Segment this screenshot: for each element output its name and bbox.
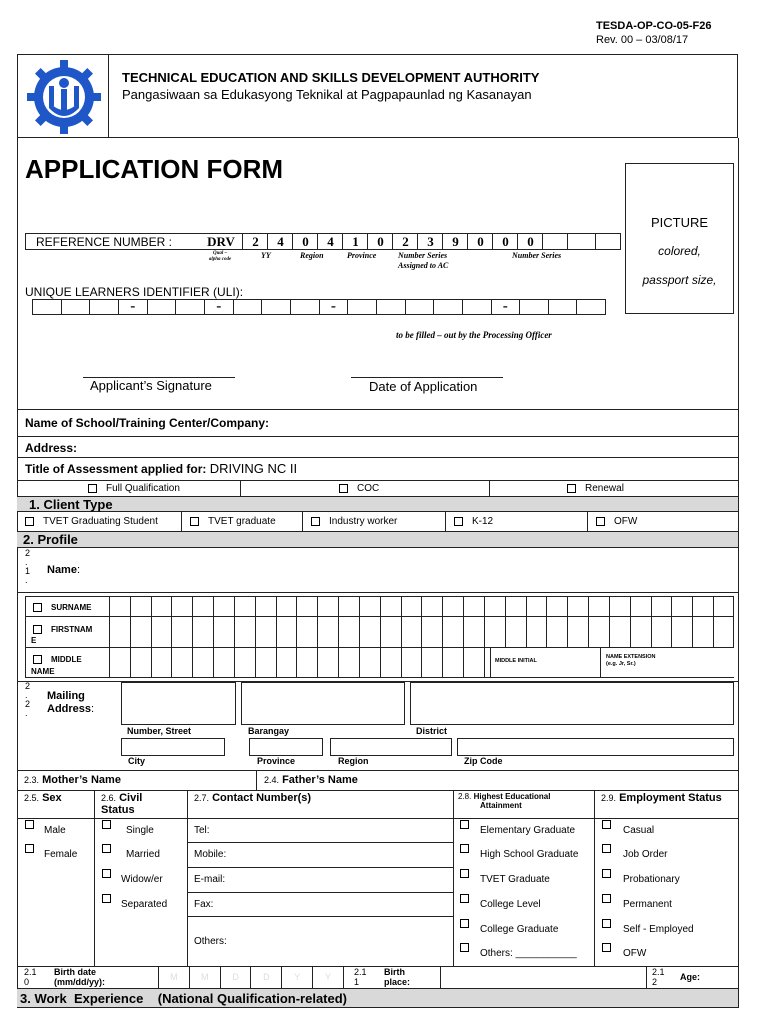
ref-sub-qual-1: Qual – (212, 251, 228, 256)
birth-place-label (384, 967, 410, 987)
region-field[interactable] (330, 738, 452, 756)
reference-label: REFERENCE NUMBER : (36, 235, 173, 249)
sex-header (24, 792, 62, 804)
checkbox-icon (596, 517, 605, 526)
checkbox-icon (102, 844, 111, 853)
checkbox-icon (602, 869, 611, 878)
civil-text-1: Civil (119, 792, 143, 804)
ref-cell[interactable]: 3 (417, 234, 443, 250)
profile-header (17, 531, 738, 548)
middle-initial-cell[interactable] (490, 648, 600, 677)
num-2-12 (652, 967, 665, 987)
ref-cell-qual[interactable]: DRV (207, 234, 235, 249)
revision: Rev. 00 – 03/08/17 (596, 34, 689, 46)
edu-others[interactable] (460, 942, 577, 959)
district-field[interactable] (410, 682, 734, 725)
firstname-label (33, 625, 92, 634)
mobile-field[interactable]: Mobile: (194, 849, 227, 860)
contact-header (194, 792, 311, 804)
client-ofw[interactable] (596, 516, 637, 527)
birth-place-field[interactable] (441, 967, 646, 987)
option-label: College Graduate (480, 924, 559, 935)
middle-initial-label: MIDDLE INITIAL (495, 658, 537, 664)
province-label: Province (257, 756, 296, 766)
checkbox-icon (25, 820, 34, 829)
mother-num: 2.3. (24, 775, 40, 785)
ref-sub-qual (204, 251, 236, 263)
checkbox-icon (602, 943, 611, 952)
option-label: TVET Graduate (480, 874, 550, 885)
ref-cell[interactable]: 0 (492, 234, 518, 250)
birth-date-label (54, 967, 105, 987)
option-full-qualification[interactable] (88, 483, 180, 494)
option-label: Elementary Graduate (480, 825, 576, 836)
education-text-2: Attainment (480, 801, 522, 810)
checkbox-icon (460, 844, 469, 853)
work-experience-header (17, 988, 738, 1008)
checkbox-icon (102, 820, 111, 829)
assessment-label: Title of Assessment applied for: (25, 462, 207, 476)
civil-status-header (101, 792, 142, 816)
email-field[interactable]: E-mail: (194, 874, 226, 885)
num-part: 2 (25, 548, 31, 558)
option-label: Married (126, 849, 160, 860)
education-text-1: Highest Educational (473, 792, 551, 801)
checkbox-icon (25, 844, 34, 853)
option-label: OFW (614, 516, 638, 527)
education-num: 2.8. (458, 792, 472, 801)
father-num: 2.4. (264, 775, 280, 785)
checkbox-icon (567, 484, 576, 493)
mailing-text-1: Mailing (47, 690, 85, 702)
processing-note: to be filled – out by the Processing Officer (396, 330, 552, 340)
option-label: Permanent (623, 899, 672, 910)
work-experience-heading: 3. Work Experience (National Qualification-related) (20, 991, 348, 1006)
civil-married[interactable] (102, 843, 160, 860)
barangay-field[interactable] (241, 682, 405, 725)
edu-tvet[interactable] (460, 868, 550, 885)
birth-date-text-1: Birth date (54, 967, 97, 977)
option-label: Single (126, 825, 154, 836)
num-part: 2 (652, 977, 658, 987)
ref-sub-ns1-2: Assigned to AC (398, 261, 449, 270)
tel-field[interactable]: Tel: (194, 825, 210, 836)
checkbox-icon (460, 820, 469, 829)
fax-field[interactable]: Fax: (194, 899, 214, 910)
option-label: Job Order (623, 849, 668, 860)
birth-place-text-1: Birth (384, 967, 405, 977)
org-subtitle: Pangasiwaan sa Edukasyong Teknikal at Pagpapaunlad ng Kasanayan (122, 87, 532, 102)
name-label-text: Name (47, 564, 77, 576)
option-label: High School Graduate (480, 849, 579, 860)
middlename-label-2: NAME (31, 667, 55, 676)
sex-male[interactable] (25, 819, 66, 836)
ref-sub-ns2: Number Series (512, 251, 562, 260)
num-part: 2 (25, 699, 31, 709)
checkbox-icon (33, 655, 42, 664)
emp-self-employed[interactable] (602, 918, 694, 935)
ref-cell[interactable]: 0 (467, 234, 493, 250)
mother-name-label (24, 774, 121, 786)
surname-text: SURNAME (51, 603, 92, 612)
checkbox-icon (460, 869, 469, 878)
option-label: OFW (623, 948, 647, 959)
firstname-label-2: E (31, 636, 37, 645)
checkbox-icon (460, 894, 469, 903)
picture-box (625, 163, 734, 314)
checkbox-icon (102, 894, 111, 903)
checkbox-icon (88, 484, 97, 493)
checkbox-icon (25, 517, 34, 526)
ref-sub-yy: YY (261, 251, 271, 260)
father-name-label (264, 774, 358, 786)
num-part: . (25, 690, 28, 700)
ref-cell[interactable]: 0 (292, 234, 318, 250)
client-type-heading: 1. Client Type (29, 497, 113, 512)
middlename-label (33, 655, 82, 664)
edu-college-level[interactable] (460, 893, 541, 910)
ref-sub-ns1-1: Number Series (398, 251, 448, 260)
employment-text: Employment Status (619, 792, 722, 804)
ref-cell[interactable]: 0 (517, 234, 543, 250)
checkbox-icon (339, 484, 348, 493)
name-label (47, 564, 80, 576)
ref-cell[interactable]: 2 (392, 234, 418, 250)
edu-college-grad[interactable] (460, 918, 559, 935)
checkbox-icon (602, 919, 611, 928)
emp-permanent[interactable] (602, 893, 672, 910)
reference-number-row (25, 233, 621, 250)
option-coc[interactable] (339, 483, 379, 494)
checkbox-icon (33, 625, 42, 634)
surname-label (33, 603, 91, 612)
num-part: 2 (25, 681, 31, 691)
civil-separated[interactable] (102, 893, 168, 910)
checkbox-icon (460, 919, 469, 928)
checkbox-icon (190, 517, 199, 526)
checkbox-icon (454, 517, 463, 526)
name-ext-label: NAME EXTENSION (606, 654, 656, 660)
client-tvet-graduating[interactable] (25, 516, 158, 527)
civil-single[interactable] (102, 819, 154, 836)
district-label: District (416, 726, 448, 736)
num-part: . (25, 575, 28, 585)
form-title: APPLICATION FORM (25, 154, 284, 184)
ref-cell[interactable]: 4 (267, 234, 293, 250)
assessment-value[interactable]: DRIVING NC II (209, 461, 298, 476)
option-label: TVET Graduating Student (43, 516, 158, 527)
option-label: Casual (623, 825, 655, 836)
zip-code-field[interactable] (457, 738, 734, 756)
num-part: 2.1 (652, 967, 665, 977)
ref-cell[interactable]: 0 (367, 234, 393, 250)
ref-cell[interactable]: 4 (317, 234, 343, 250)
option-label: K-12 (472, 516, 494, 527)
employment-num: 2.9. (601, 793, 617, 803)
middlename-text: MIDDLE (51, 655, 82, 664)
civil-widow[interactable] (102, 868, 163, 885)
ref-sub-province: Province (347, 251, 377, 260)
option-label: Full Qualification (106, 483, 180, 494)
ref-cell[interactable]: 9 (442, 234, 468, 250)
zip-code-label: Zip Code (464, 756, 503, 766)
option-label: Female (44, 849, 78, 860)
assessment-title (25, 461, 297, 476)
emp-job-order[interactable] (602, 843, 668, 860)
applicant-signature-label: Applicant’s Signature (90, 378, 212, 393)
picture-note-2: passport size, (642, 273, 717, 287)
num-2-10 (24, 967, 37, 987)
barangay-label: Barangay (248, 726, 290, 736)
name-extension-cell[interactable] (600, 648, 735, 677)
option-label: College Level (480, 899, 541, 910)
number-street-field[interactable] (121, 682, 236, 725)
checkbox-icon (602, 894, 611, 903)
num-part: 2.1 (24, 967, 37, 977)
num-2-11 (354, 967, 367, 987)
mailing-address-label (47, 690, 94, 716)
edu-highschool[interactable] (460, 843, 579, 860)
picture-label: PICTURE (650, 215, 709, 230)
profile-heading: 2. Profile (23, 532, 78, 547)
ref-sub-qual-2: alpha code (208, 257, 232, 262)
province-field[interactable] (249, 738, 323, 756)
client-industry-worker[interactable] (311, 516, 397, 527)
civil-num: 2.6. (101, 793, 117, 803)
birth-place-text-2: place: (384, 977, 411, 987)
option-label: Probationary (623, 874, 680, 885)
checkbox-icon (602, 844, 611, 853)
checkbox-icon (460, 943, 469, 952)
sex-num: 2.5. (24, 793, 40, 803)
city-field[interactable] (121, 738, 225, 756)
age-label: Age: (680, 972, 700, 982)
civil-text-2: Status (101, 804, 135, 816)
num-part: 2.1 (354, 967, 367, 977)
emp-ofw[interactable] (602, 942, 647, 959)
number-street-label: Number, Street (127, 726, 192, 736)
birth-date-cells[interactable]: M M D D Y Y (158, 966, 344, 988)
option-label: Others: ___________ (480, 948, 577, 959)
client-tvet-graduate[interactable] (190, 516, 276, 527)
option-label: Self - Employed (623, 924, 694, 935)
client-k12[interactable] (454, 516, 493, 527)
client-type-header (17, 496, 738, 512)
ref-cell[interactable]: 2 (242, 234, 268, 250)
mailing-colon: : (91, 703, 95, 715)
checkbox-icon (311, 517, 320, 526)
num-part: . (25, 708, 28, 718)
others-field[interactable]: Others: (194, 936, 227, 947)
org-name: TECHNICAL EDUCATION AND SKILLS DEVELOPMENT AUTHORITY (122, 70, 540, 85)
num-2-1 (25, 549, 30, 585)
num-part: 1 (25, 566, 31, 576)
edu-elementary[interactable] (460, 819, 576, 836)
employment-header (601, 792, 722, 804)
school-label: Name of School/Training Center/Company: (25, 416, 270, 430)
checkbox-icon (102, 869, 111, 878)
option-label: COC (357, 483, 380, 494)
emp-probationary[interactable] (602, 868, 680, 885)
mailing-text-2: Address (47, 703, 92, 715)
option-renewal[interactable] (567, 483, 624, 494)
contact-text: Contact Number(s) (212, 792, 312, 804)
ref-cell[interactable] (595, 234, 622, 250)
uli-label: UNIQUE LEARNERS IDENTIFIER (ULI): (25, 285, 244, 299)
address-label: Address: (25, 441, 78, 455)
option-label: Male (44, 825, 66, 836)
ref-cell[interactable] (542, 234, 568, 250)
uli-grid[interactable]: - - - - (32, 299, 606, 315)
father-text: Father’s Name (282, 774, 358, 786)
checkbox-icon (602, 820, 611, 829)
num-part: 0 (24, 977, 30, 987)
doc-code: TESDA-OP-CO-05-F26 (596, 20, 712, 32)
sex-female[interactable] (25, 843, 78, 860)
ref-cell[interactable]: 1 (342, 234, 368, 250)
num-part: . (25, 557, 28, 567)
ref-cell[interactable] (567, 234, 596, 250)
tesda-logo-icon (22, 56, 106, 136)
name-ext-hint: (e.g. Jr, Sr.) (606, 661, 636, 667)
emp-casual[interactable] (602, 819, 655, 836)
education-header (458, 792, 550, 810)
birth-date-text-2: (mm/dd/yy): (54, 977, 106, 987)
option-label: Separated (121, 899, 168, 910)
ref-sub-region: Region (300, 251, 324, 260)
firstname-text: FIRSTNAM (51, 625, 93, 634)
option-label: TVET graduate (208, 516, 276, 527)
picture-note-1: colored, (658, 244, 701, 258)
mother-text: Mother’s Name (42, 774, 121, 786)
city-label: City (128, 756, 146, 766)
sex-text: Sex (42, 792, 62, 804)
name-label-colon: : (76, 564, 81, 576)
num-2-2 (25, 682, 30, 718)
date-of-application-label: Date of Application (369, 379, 478, 394)
contact-num: 2.7. (194, 793, 210, 803)
option-label: Renewal (585, 483, 624, 494)
option-label: Industry worker (329, 516, 398, 527)
region-label: Region (338, 756, 369, 766)
ref-sub-ns1 (398, 251, 448, 271)
num-part: 1 (354, 977, 360, 987)
checkbox-icon (33, 603, 42, 612)
option-label: Widow/er (121, 874, 163, 885)
